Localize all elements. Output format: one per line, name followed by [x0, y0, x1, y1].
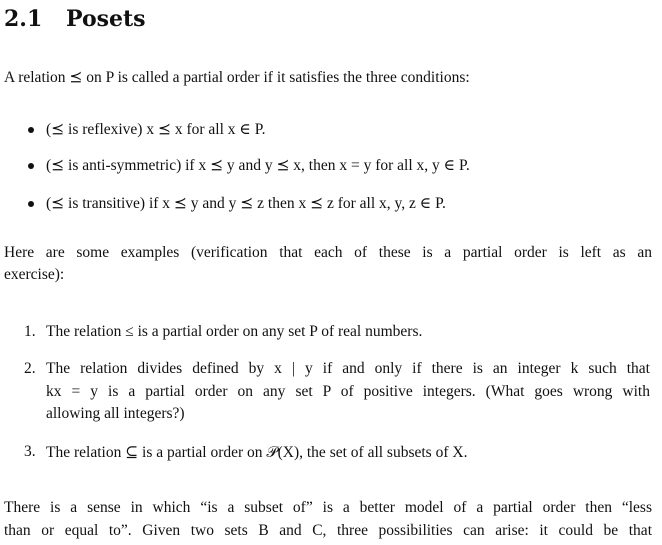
examples-intro-line-2: exercise): — [4, 266, 65, 283]
condition-transitive: (⪯ is transitive) if x ⪯ y and y ⪯ z then x ⪯ z for all x, y, z ∈ P. — [46, 195, 446, 212]
example-number: 1. — [24, 323, 36, 340]
section-title: Posets — [66, 6, 146, 32]
condition-reflexive: (⪯ is reflexive) x ⪯ x for all x ∈ P. — [46, 121, 266, 138]
closing-line-2: than or equal to”. Given two sets B and C, three possibilities can arise: it could be that — [4, 522, 652, 539]
example-2-line-2: kx = y is a partial order on any set P of positive integers. (What goes wrong with — [46, 383, 650, 400]
example-1-text: The relation ≤ is a partial order on any set P of real numbers. — [46, 323, 423, 340]
example-2-line-1: The relation divides defined by x | y if and only if there is an integer k such that — [46, 360, 650, 377]
example-number: 3. — [24, 443, 36, 460]
examples-intro-line-1: Here are some examples (verification that each of these is a partial order is left as an — [4, 244, 652, 261]
intro-paragraph: A relation ⪯ on P is called a partial order if it satisfies the three conditions: — [4, 69, 470, 86]
section-number: 2.1 — [4, 6, 43, 32]
bullet-marker — [28, 163, 34, 169]
condition-anti-symmetric: (⪯ is anti-symmetric) if x ⪯ y and y ⪯ x, then x = y for all x, y ∈ P. — [46, 157, 470, 174]
bullet-marker — [28, 201, 34, 207]
closing-line-1: There is a sense in which “is a subset of” is a better model of a partial order then “less — [4, 499, 652, 516]
example-3-text: The relation ⊆ is a partial order on 𝒫(X), the set of all subsets of X. — [46, 444, 468, 461]
section-heading — [4, 6, 146, 32]
example-2-line-3: allowing all integers?) — [46, 405, 185, 422]
example-number: 2. — [24, 360, 36, 377]
bullet-marker — [28, 127, 34, 133]
